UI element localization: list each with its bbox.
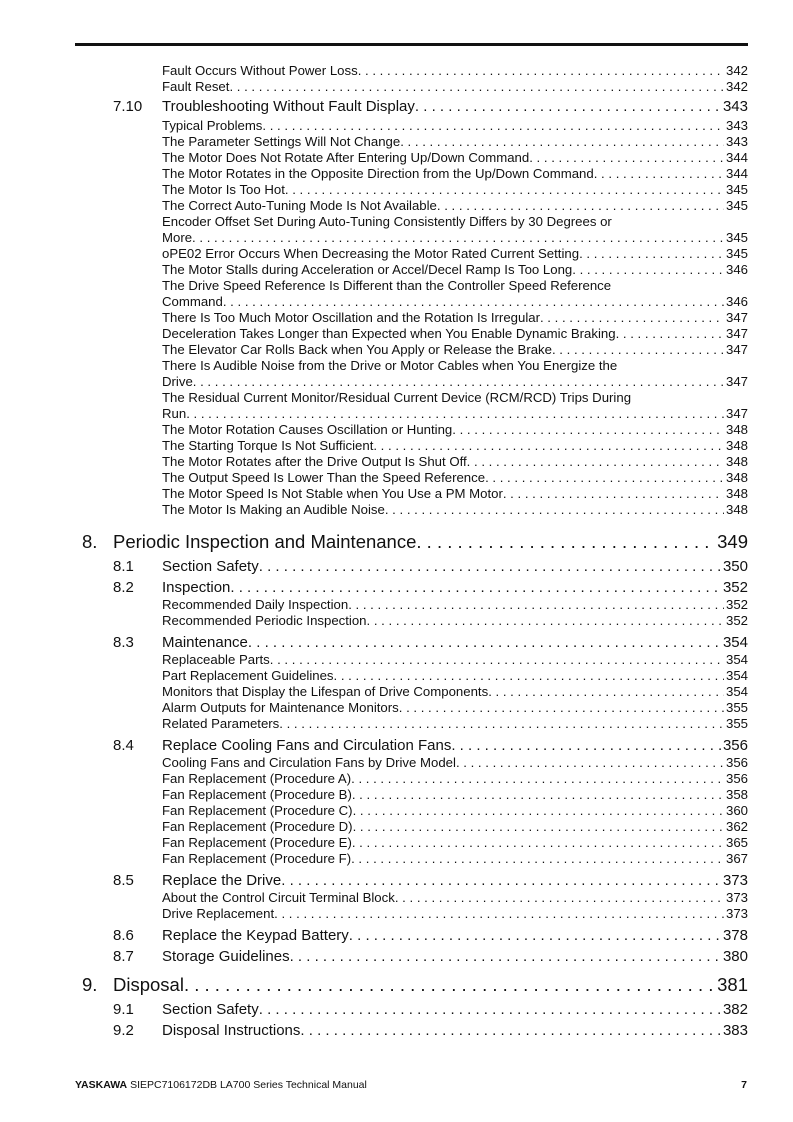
toc-number: 9.1: [113, 1001, 134, 1018]
toc-leader-dots: [230, 578, 721, 598]
toc-title: The Motor Rotation Causes Oscillation or Hunting: [162, 422, 453, 437]
toc-leader-dots: [395, 890, 724, 906]
toc-title: Related Parameters: [162, 716, 280, 731]
toc-title: Fan Replacement (Procedure C): [162, 803, 353, 818]
toc-leader-dots: [415, 97, 721, 117]
toc-leader-dots: [259, 557, 721, 577]
toc-page-number: 354: [725, 668, 748, 683]
toc-leader-dots: [358, 63, 724, 79]
toc-subsection[interactable]: [162, 438, 748, 454]
toc-subsection[interactable]: [162, 454, 748, 470]
toc-page-number: 344: [725, 166, 748, 181]
toc-leader-dots: [334, 668, 724, 684]
toc-section[interactable]: [113, 736, 748, 756]
toc-number: 8.3: [113, 634, 134, 651]
toc-title: There Is Too Much Motor Oscillation and the Rotation Is Irregular: [162, 310, 540, 325]
toc-page-number: 343: [725, 118, 748, 133]
toc-leader-dots: [248, 633, 721, 653]
toc-page-number: 378: [722, 927, 748, 944]
toc-page-number: 348: [725, 502, 748, 517]
toc-subsection[interactable]: [162, 597, 748, 613]
toc-title: Cooling Fans and Circulation Fans by Drive Model: [162, 755, 456, 770]
toc-subsection[interactable]: [162, 182, 748, 198]
toc-title: Disposal Instructions: [162, 1022, 301, 1039]
toc-leader-dots: [270, 652, 724, 668]
toc-number: 7.10: [113, 98, 143, 115]
toc-subsection[interactable]: [162, 890, 748, 906]
toc-leader-dots: [552, 342, 724, 358]
toc-page-number: 342: [725, 79, 748, 94]
footer-brand: YASKAWA: [75, 1079, 128, 1091]
toc-subsection[interactable]: [162, 166, 748, 182]
toc-page-number: 347: [725, 310, 748, 325]
toc-entry-title-line: The Residual Current Monitor/Residual Current Device (RCM/RCD) Trips During: [162, 390, 632, 405]
toc-page-number: 354: [725, 684, 748, 699]
toc-leader-dots: [529, 150, 724, 166]
toc-entry-title-line: Encoder Offset Set During Auto-Tuning Consistently Differs by 30 Degrees or: [162, 214, 612, 229]
toc-section[interactable]: [113, 578, 748, 598]
toc-title: Periodic Inspection and Maintenance: [113, 531, 417, 552]
toc-title: Replace the Keypad Battery: [162, 927, 349, 944]
toc-title: Fan Replacement (Procedure F): [162, 851, 352, 866]
toc-leader-dots: [348, 597, 724, 613]
toc-leader-dots: [274, 906, 724, 922]
toc-subsection[interactable]: [162, 422, 748, 438]
toc-page-number: 356: [725, 755, 748, 770]
toc-subsection[interactable]: [162, 684, 748, 700]
toc-subsection[interactable]: [162, 819, 748, 835]
toc-title: Fault Occurs Without Power Loss: [162, 63, 358, 78]
toc-subsection[interactable]: [162, 652, 748, 668]
footer-doc-name: SIEPC7106172DB LA700 Series Technical Manual: [130, 1079, 367, 1091]
toc-leader-dots: [259, 1000, 721, 1020]
toc-page-number: 365: [725, 835, 748, 850]
toc-subsection[interactable]: [162, 342, 748, 358]
toc-section[interactable]: [113, 871, 748, 891]
toc-page-number: 358: [725, 787, 748, 802]
toc-title: Fan Replacement (Procedure D): [162, 819, 353, 834]
toc-title: Replaceable Parts: [162, 652, 270, 667]
toc-page-number: 348: [725, 422, 748, 437]
toc-leader-dots: [290, 947, 721, 967]
toc-subsection[interactable]: [162, 470, 748, 486]
toc-number: 9.2: [113, 1022, 134, 1039]
toc-leader-dots: [452, 422, 724, 438]
toc-leader-dots: [373, 438, 724, 454]
toc-leader-dots: [594, 166, 724, 182]
toc-chapter[interactable]: [82, 973, 748, 997]
toc-leader-dots: [416, 530, 715, 554]
toc-title: The Output Speed Is Lower Than the Speed Reference: [162, 470, 486, 485]
toc-leader-dots: [367, 613, 724, 629]
toc-page-number: 352: [725, 597, 748, 612]
toc-page-number: 380: [722, 948, 748, 965]
toc-title: Inspection: [162, 579, 231, 596]
toc-title: More: [162, 230, 193, 245]
toc-title: The Motor Rotates in the Opposite Direction from the Up/Down Command: [162, 166, 594, 181]
toc-subsection[interactable]: [162, 262, 748, 278]
toc-subsection[interactable]: [162, 150, 748, 166]
toc-title: Deceleration Takes Longer than Expected when You Enable Dynamic Braking: [162, 326, 616, 341]
toc-page-number: 373: [722, 872, 748, 889]
toc-number: 8.6: [113, 927, 134, 944]
toc-subsection[interactable]: [162, 771, 748, 787]
toc-title: The Motor Speed Is Not Stable when You Use a PM Motor: [162, 486, 503, 501]
toc-number: 8.2: [113, 579, 134, 596]
toc-number: 8.: [82, 531, 98, 552]
toc-page-number: 348: [725, 486, 748, 501]
footer-page-number: 7: [741, 1079, 747, 1091]
toc-leader-dots: [616, 326, 724, 342]
toc-leader-dots: [572, 262, 724, 278]
toc-subsection[interactable]: [162, 787, 748, 803]
toc-leader-dots: [223, 294, 724, 310]
toc-title: Typical Problems: [162, 118, 263, 133]
toc-page-number: 347: [725, 326, 748, 341]
toc-section[interactable]: [113, 1000, 748, 1020]
toc-subsection[interactable]: [162, 198, 748, 214]
toc-title: Fan Replacement (Procedure E): [162, 835, 352, 850]
toc-title: Fan Replacement (Procedure A): [162, 771, 352, 786]
toc-title: The Motor Stalls during Acceleration or Accel/Decel Ramp Is Too Long: [162, 262, 573, 277]
toc-subsection[interactable]: [162, 486, 748, 502]
toc-leader-dots: [352, 787, 724, 803]
toc-leader-dots: [540, 310, 724, 326]
toc-leader-dots: [279, 716, 724, 732]
toc-subsection[interactable]: [162, 803, 748, 819]
toc-page-number: 348: [725, 438, 748, 453]
toc-subsection[interactable]: [162, 326, 748, 342]
toc-entry-title-line: The Drive Speed Reference Is Different than the Controller Speed Reference: [162, 278, 612, 293]
toc-page-number: 348: [725, 470, 748, 485]
toc-title: Replace Cooling Fans and Circulation Fans: [162, 737, 452, 754]
toc-leader-dots: [503, 486, 724, 502]
toc-page-number: 350: [722, 558, 748, 575]
toc-leader-dots: [353, 819, 724, 835]
toc-title: The Elevator Car Rolls Back when You Apply or Release the Brake: [162, 342, 552, 357]
toc-subsection[interactable]: [162, 700, 748, 716]
toc-subsection[interactable]: [162, 668, 748, 684]
toc-subsection[interactable]: [162, 374, 748, 390]
toc-page-number: 347: [725, 406, 748, 421]
toc-title: Drive Replacement: [162, 906, 275, 921]
toc-title: The Motor Rotates after the Drive Output Is Shut Off: [162, 454, 467, 469]
toc-page-number: 345: [725, 246, 748, 261]
toc-leader-dots: [192, 230, 724, 246]
toc-subsection[interactable]: [162, 118, 748, 134]
toc-entry-title-line: There Is Audible Noise from the Drive or Motor Cables when You Energize the: [162, 358, 618, 373]
toc-title: Recommended Daily Inspection: [162, 597, 349, 612]
toc-title: Recommended Periodic Inspection: [162, 613, 367, 628]
toc-title: Run: [162, 406, 187, 421]
toc-page-number: 343: [725, 134, 748, 149]
toc-title: oPE02 Error Occurs When Decreasing the Motor Rated Current Setting: [162, 246, 580, 261]
toc-subsection[interactable]: [162, 502, 748, 518]
toc-page-number: 355: [725, 700, 748, 715]
toc-page-number: 362: [725, 819, 748, 834]
toc-title: Fault Reset: [162, 79, 230, 94]
toc-subsection[interactable]: [162, 310, 748, 326]
toc-title: Part Replacement Guidelines: [162, 668, 334, 683]
footer-doc-title: [75, 1079, 367, 1091]
toc-title: The Motor Is Too Hot: [162, 182, 285, 197]
toc-page-number: 342: [725, 63, 748, 78]
toc-page-number: 347: [725, 374, 748, 389]
toc-leader-dots: [349, 926, 721, 946]
toc-leader-dots: [456, 755, 724, 771]
toc-subsection[interactable]: [162, 79, 748, 95]
toc-subsection[interactable]: [162, 63, 748, 79]
toc-title: The Starting Torque Is Not Sufficient: [162, 438, 374, 453]
toc-page-number: 373: [725, 906, 748, 921]
toc-subsection[interactable]: [162, 134, 748, 150]
toc-subsection[interactable]: [162, 835, 748, 851]
toc-page-number: 343: [722, 98, 748, 115]
toc-page-number: 345: [725, 182, 748, 197]
toc-title: The Motor Does Not Rotate After Entering Up/Down Command: [162, 150, 530, 165]
toc-subsection[interactable]: [162, 294, 748, 310]
toc-page-number: 344: [725, 150, 748, 165]
toc-leader-dots: [579, 246, 724, 262]
toc-number: 8.1: [113, 558, 134, 575]
toc-title: Drive: [162, 374, 193, 389]
toc-number: 8.4: [113, 737, 134, 754]
toc-leader-dots: [400, 134, 724, 150]
toc-title: Monitors that Display the Lifespan of Drive Components: [162, 684, 489, 699]
toc-leader-dots: [451, 736, 721, 756]
toc-title: Storage Guidelines: [162, 948, 290, 965]
toc-subsection[interactable]: [162, 406, 748, 422]
toc-leader-dots: [285, 182, 724, 198]
toc-page-number: 381: [717, 974, 748, 995]
toc-page-number: 352: [725, 613, 748, 628]
toc-section[interactable]: [113, 557, 748, 577]
toc-number: 9.: [82, 974, 98, 995]
toc-subsection[interactable]: [162, 906, 748, 922]
toc-title: The Parameter Settings Will Not Change: [162, 134, 401, 149]
toc-leader-dots: [488, 684, 724, 700]
toc-leader-dots: [385, 502, 724, 518]
toc-title: The Correct Auto-Tuning Mode Is Not Available: [162, 198, 437, 213]
toc-subsection[interactable]: [162, 851, 748, 867]
toc-leader-dots: [184, 973, 715, 997]
toc-page-number: 367: [725, 851, 748, 866]
toc-number: 8.7: [113, 948, 134, 965]
toc-title: Replace the Drive: [162, 872, 282, 889]
toc-leader-dots: [193, 374, 724, 390]
toc-title: Fan Replacement (Procedure B): [162, 787, 352, 802]
toc-leader-dots: [351, 851, 724, 867]
toc-title: Disposal: [113, 974, 184, 995]
toc-page-number: 354: [722, 634, 748, 651]
toc-leader-dots: [186, 406, 724, 422]
toc-chapter[interactable]: [82, 530, 748, 554]
toc-page-number: 347: [725, 342, 748, 357]
toc-page-number: 356: [722, 737, 748, 754]
toc-leader-dots: [467, 454, 724, 470]
toc-page-number: 355: [725, 716, 748, 731]
toc-leader-dots: [352, 835, 724, 851]
toc-leader-dots: [437, 198, 724, 214]
toc-section[interactable]: [113, 633, 748, 653]
toc-page-number: 356: [725, 771, 748, 786]
toc-title: Maintenance: [162, 634, 248, 651]
toc-page-number: 345: [725, 198, 748, 213]
toc-section[interactable]: [113, 947, 748, 967]
toc-leader-dots: [229, 79, 724, 95]
toc-subsection[interactable]: [162, 716, 748, 732]
toc-title: Section Safety: [162, 558, 259, 575]
toc-page-number: 346: [725, 262, 748, 277]
toc-page-number: 360: [725, 803, 748, 818]
toc-page-number: 345: [725, 230, 748, 245]
toc-page-number: 373: [725, 890, 748, 905]
toc-leader-dots: [262, 118, 724, 134]
toc-subsection[interactable]: [162, 230, 748, 246]
toc-number: 8.5: [113, 872, 134, 889]
toc-leader-dots: [351, 771, 724, 787]
toc-page-number: 348: [725, 454, 748, 469]
toc-leader-dots: [300, 1021, 721, 1041]
toc-title: Alarm Outputs for Maintenance Monitors: [162, 700, 399, 715]
toc-title: Troubleshooting Without Fault Display: [162, 98, 415, 115]
toc-page-number: 352: [722, 579, 748, 596]
toc-leader-dots: [399, 700, 724, 716]
toc-page-number: 382: [722, 1001, 748, 1018]
toc-title: The Motor Is Making an Audible Noise: [162, 502, 385, 517]
toc-title: Command: [162, 294, 223, 309]
toc-page-number: 346: [725, 294, 748, 309]
toc-section[interactable]: [113, 97, 748, 117]
toc-title: Section Safety: [162, 1001, 259, 1018]
toc-title: About the Control Circuit Terminal Block: [162, 890, 395, 905]
toc-leader-dots: [281, 871, 721, 891]
toc-section[interactable]: [113, 1021, 748, 1041]
toc-subsection[interactable]: [162, 613, 748, 629]
toc-leader-dots: [485, 470, 724, 486]
toc-subsection[interactable]: [162, 246, 748, 262]
toc-page-number: 354: [725, 652, 748, 667]
toc-section[interactable]: [113, 926, 748, 946]
toc-leader-dots: [353, 803, 724, 819]
toc-page-number: 349: [717, 531, 748, 552]
toc-subsection[interactable]: [162, 755, 748, 771]
toc-page-number: 383: [722, 1022, 748, 1039]
